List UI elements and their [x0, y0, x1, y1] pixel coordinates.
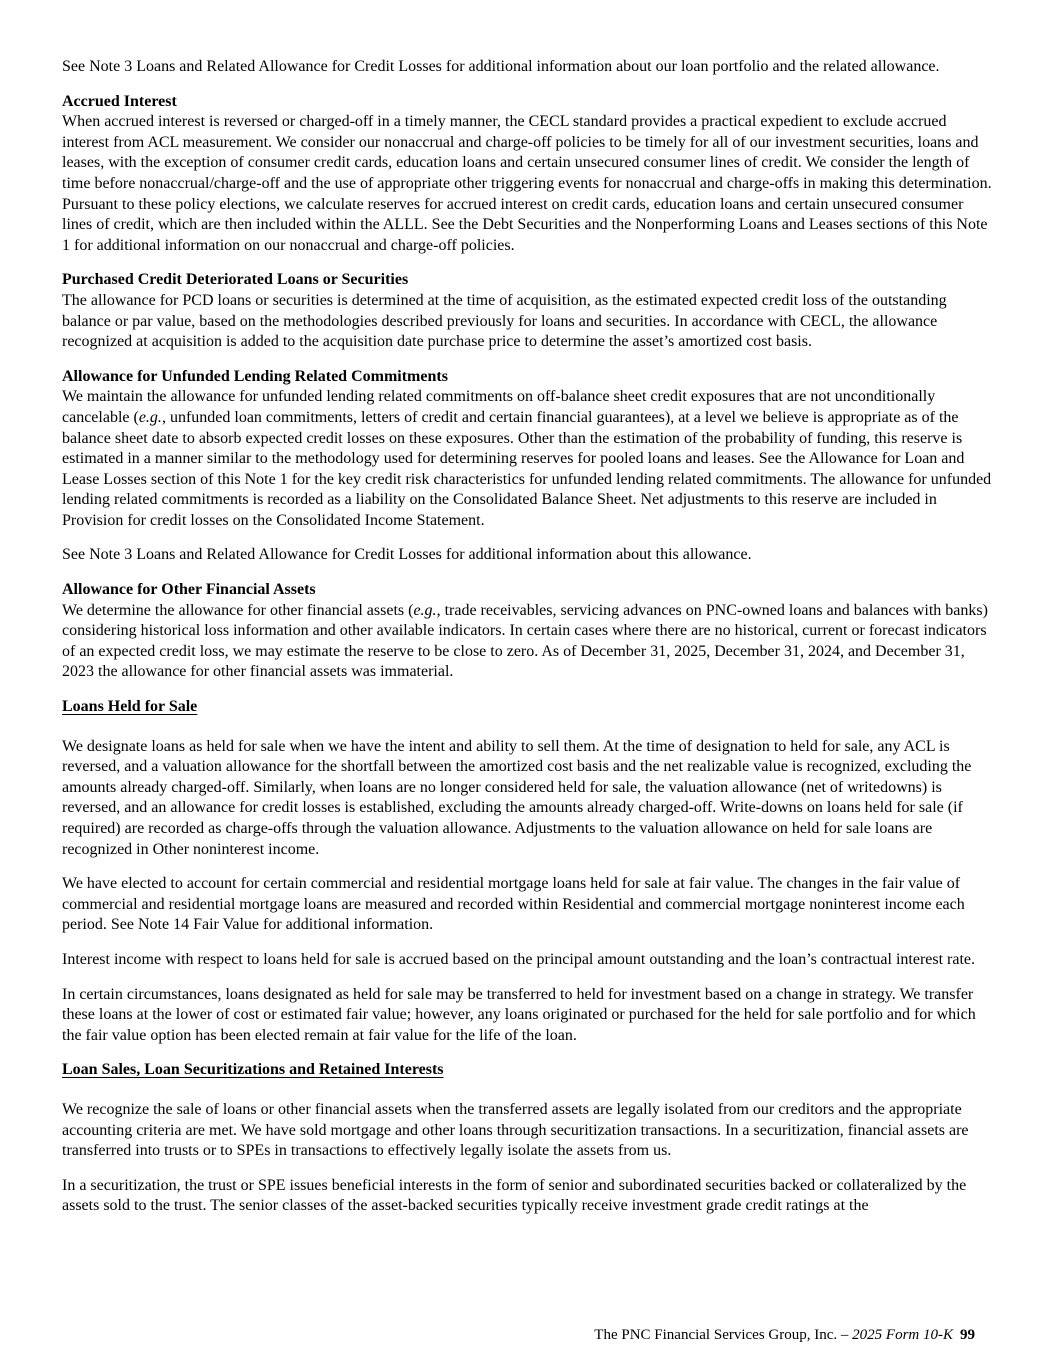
paragraph-loan-sales-2: In a securitization, the trust or SPE issues beneficial interests in the form of senior and subordinated securities backed or collateralized by the assets sold to the trust. The senior classes of the asset-backed securities typically receive investment grade credit ratings at the: [62, 1176, 967, 1215]
paragraph-intro-see-note-3: See Note 3 Loans and Related Allowance for Credit Losses for additional information about our loan portfolio and the related allowance.: [62, 58, 940, 75]
text-run-italic-eg: e.g.: [138, 408, 162, 426]
page-footer: [594, 1325, 975, 1345]
footer-form-title: 2025 Form 10-K: [852, 1327, 953, 1343]
paragraph-loans-held-for-sale-4: In certain circumstances, loans designated as held for sale may be transferred to held for investment based on a change in strategy. We transfer these loans at the lower of cost or estimated fair value; however, any loans originated or purchased for the held for sale portfolio and for which the fair value option has been elected remain at fair value for the life of the loan.: [62, 985, 976, 1044]
paragraph-loans-held-for-sale-3: Interest income with respect to loans held for sale is accrued based on the principal amount outstanding and the loan’s contractual interest rate.: [62, 950, 976, 968]
subsection-heading-other-financial-assets: Allowance for Other Financial Assets: [62, 581, 316, 599]
paragraph-purchased-credit-deteriorated: The allowance for PCD loans or securities is determined at the time of acquisition, as the estimated expected credit loss of the outstanding balance or par value, based on the methodologies described previously for loans and securities. In accordance with CECL, the allowance recognized at acquisition is added to the acquisition date purchase price to determine the asset’s amortized cost basis.: [62, 291, 947, 351]
paragraph-loans-held-for-sale-2: We have elected to account for certain commercial and residential mortgage loans held for sale at fair value. The changes in the fair value of commercial and residential mortgage loans are measured and recorded within Residential and commercial mortgage noninterest income each period. See Note 14 Fair Value for additional information.: [62, 875, 965, 934]
page-content: [62, 57, 997, 1231]
footer-company-name: The PNC Financial Services Group, Inc. –: [594, 1327, 853, 1343]
paragraph-loan-sales-1: We recognize the sale of loans or other financial assets when the transferred assets are legally isolated from our creditors and the appropriate accounting criteria are met. We have sold mortgage and other loans through securitization transactions. In a securitization, financial assets are transferred into trusts or to SPEs in transactions to effectively legally isolate the assets from us.: [62, 1100, 969, 1160]
subsection-heading-purchased-credit-deteriorated: Purchased Credit Deteriorated Loans or Securities: [62, 271, 409, 289]
paragraph-loans-held-for-sale-1: We designate loans as held for sale when we have the intent and ability to sell them. At the time of designation to held for sale, any ACL is reversed, and a valuation allowance for the shortfall between the amortized cost basis and the net realizable value is recognized, excluding the amounts already charged-off. Similarly, when loans are no longer considered held for sale, the valuation allowance (net of writedowns) is reversed, and an allowance for credit losses is established, excluding the amounts already charged-off. Write-downs on loans held for sale (if required) are recorded as charge-offs through the valuation allowance. Adjustments to the valuation allowance on held for sale loans are recognized in Other noninterest income.: [62, 737, 972, 858]
text-run: , trade receivables, servicing advances on PNC-owned loans and balances with banks) considering historical loss information and other available indicators. In certain cases where there are no historical, current or forecast indicators of an expected credit loss, we may estimate the reserve to be close to zero. As of December 31, 2025, December 31, 2024, and December 31, 2023 the allowance for other financial assets was immaterial.: [62, 601, 988, 681]
paragraph-unfunded-lending-commitments: [62, 387, 997, 531]
text-run: We maintain the allowance for unfunded lending related commitments on off-balance sheet credit exposures that are not unconditionally cancelable (: [62, 388, 936, 426]
section-heading-loan-sales-securitizations: Loan Sales, Loan Securitizations and Retained Interests: [62, 1061, 444, 1079]
text-run: , unfunded loan commitments, letters of credit and certain financial guarantees), at a level we believe is appropriate as of the balance sheet date to absorb expected credit losses on these exposures. Other than the estimation of the probability of funding, this reserve is estimated in a manner similar to the methodology used for determining reserves for pooled loans and leases. See the Allowance for Loan and Lease Losses section of this Note 1 for the key credit risk characteristics for unfunded lending related commitments. The allowance for unfunded lending related commitments is recorded as a liability on the Consolidated Balance Sheet. Net adjustments to this reserve are included in Provision for credit losses on the Consolidated Income Statement.: [62, 408, 992, 529]
text-run: We determine the allowance for other financial assets (: [62, 601, 414, 619]
subsection-heading-accrued-interest: Accrued Interest: [62, 92, 177, 110]
footer-page-number: 99: [960, 1327, 975, 1343]
subsection-heading-unfunded-lending-commitments: Allowance for Unfunded Lending Related Commitments: [62, 367, 448, 385]
paragraph-see-note-3-allowance: See Note 3 Loans and Related Allowance for Credit Losses for additional information about this allowance.: [62, 546, 752, 564]
section-heading-loans-held-for-sale: Loans Held for Sale: [62, 698, 198, 716]
text-run-italic-eg: e.g.: [413, 601, 437, 619]
paragraph-other-financial-assets: [62, 601, 997, 683]
paragraph-accrued-interest: When accrued interest is reversed or charged-off in a timely manner, the CECL standard provides a practical expedient to exclude accrued interest from ACL measurement. We consider our nonaccrual and charge-off policies to be timely for all of our investment securities, loans and leases, with the exception of consumer credit cards, education loans and certain unsecured consumer lines of credit. We consider the length of time before nonaccrual/charge-off and the use of appropriate other triggering events for nonaccrual and charge-offs in making this determination. Pursuant to these policy elections, we calculate reserves for accrued interest on credit cards, education loans and certain unsecured consumer lines of credit, which are then included within the ALLL. See the Debt Securities and the Nonperforming Loans and Leases sections of this Note 1 for additional information on our nonaccrual and charge-off policies.: [62, 113, 992, 254]
